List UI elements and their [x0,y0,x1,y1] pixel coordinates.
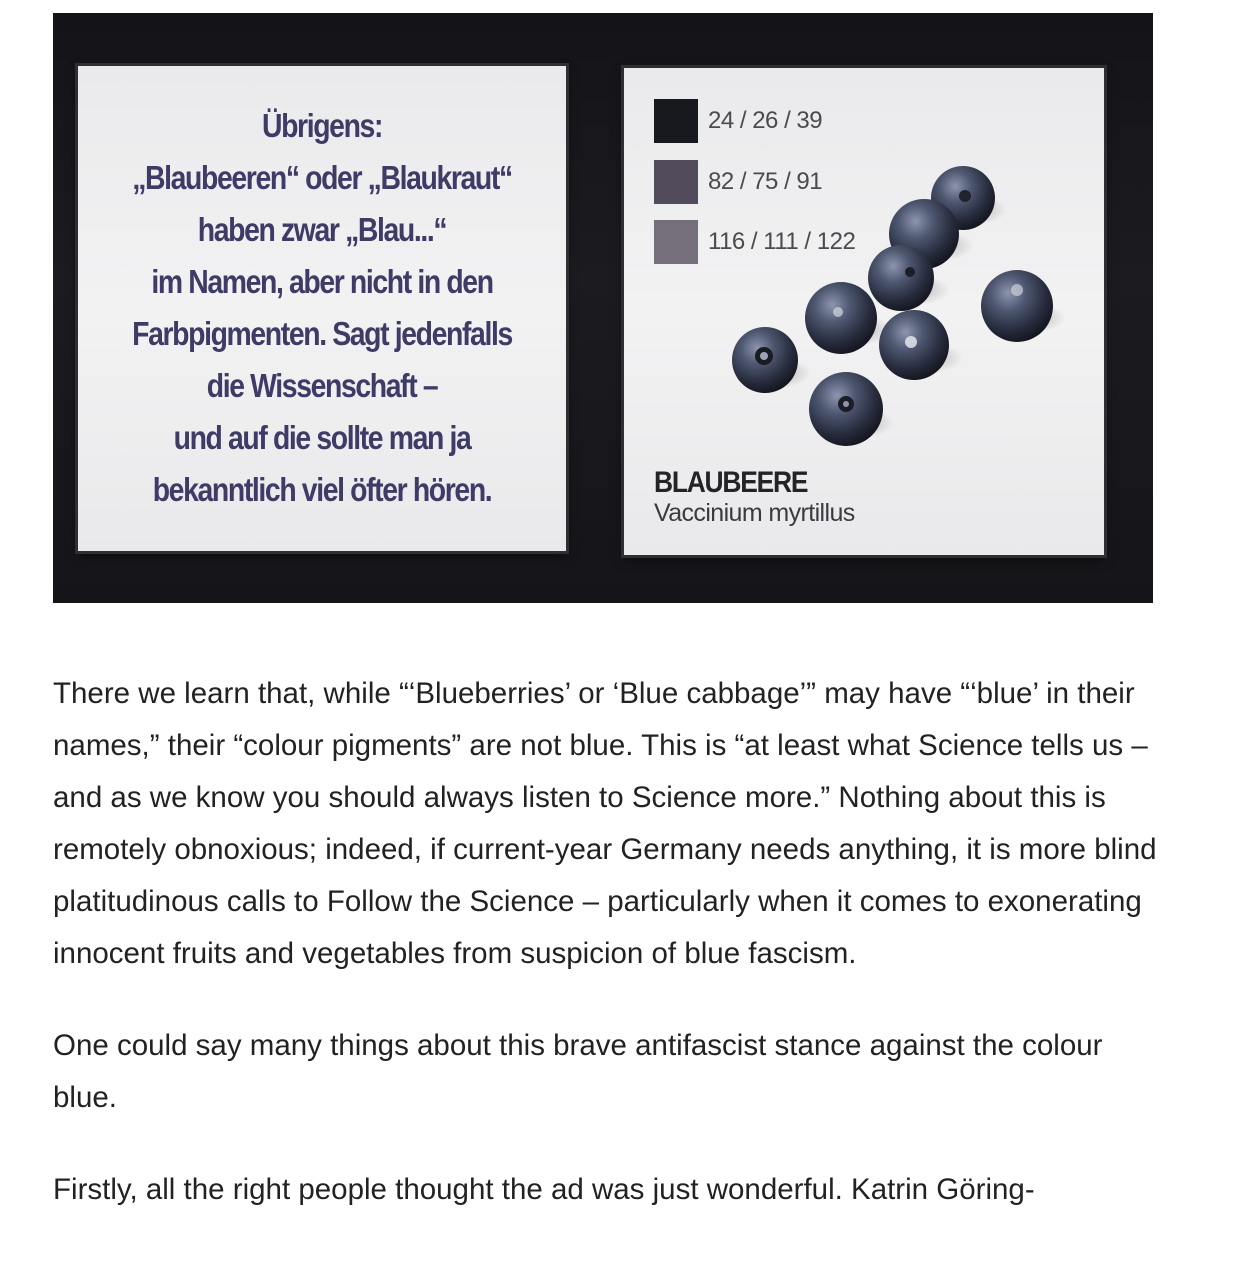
color-swatch [654,220,698,264]
swatch-label: 116 / 111 / 122 [708,228,856,255]
product-latin-name: Vaccinium myrtillus [654,499,855,527]
ad-text-line: Farbpigmenten. Sagt jedenfalls [132,315,512,352]
swatch-label: 82 / 75 / 91 [708,168,823,195]
ad-text-line: haben zwar „Blau...“ [197,211,447,248]
swatch-label: 24 / 26 / 39 [708,107,823,134]
article-body [53,668,1173,1256]
blueberry [879,310,949,380]
ad-text-line: im Namen, aber nicht in den [151,263,493,300]
blueberry [809,372,883,446]
ad-text [112,100,532,516]
ad-text-line: die Wissenschaft – [206,367,438,404]
color-swatch [654,99,698,143]
article-paragraph: Firstly, all the right people thought the ad was just wonderful. Katrin Göring- [53,1173,1035,1206]
swatch-row [654,219,855,265]
blueberry [931,166,995,230]
ad-swatch-card [624,68,1104,555]
blueberry [981,270,1053,342]
blueberry [805,282,877,354]
ad-text-line: Übrigens: [261,107,383,144]
product-name: BLAUBEERE [654,466,808,499]
swatch-row [654,159,822,205]
article-paragraph: One could say many things about this brave antifascist stance against the colour blue. [53,1029,1103,1114]
swatch-row [654,98,822,144]
ad-text-line: und auf die sollte man ja [173,419,471,456]
ad-text-line: „Blaubeeren“ oder „Blaukraut“ [132,159,512,196]
blueberry [889,199,959,269]
ad-text-line: bekanntlich viel öfter hören. [152,471,492,508]
color-swatch [654,160,698,204]
ad-text-card [78,66,566,551]
blueberry [732,327,798,393]
blueberry [868,245,934,311]
ad-image [53,13,1153,603]
article-paragraph: There we learn that, while “‘Blueberries’ or ‘Blue cabbage’” may have “‘blue’ in their names,” their “colour pigments” are not blue. This is “at least what Science tells us – and as we know you should always listen to Science more.” Nothing about this is remotely obnoxious; indeed, if current-year Germany needs anything, it is more blind platitudinous calls to Follow the Science – particularly when it comes to exonerating innocent fruits and vegetables from suspicion of blue fascism. [53,677,1157,970]
